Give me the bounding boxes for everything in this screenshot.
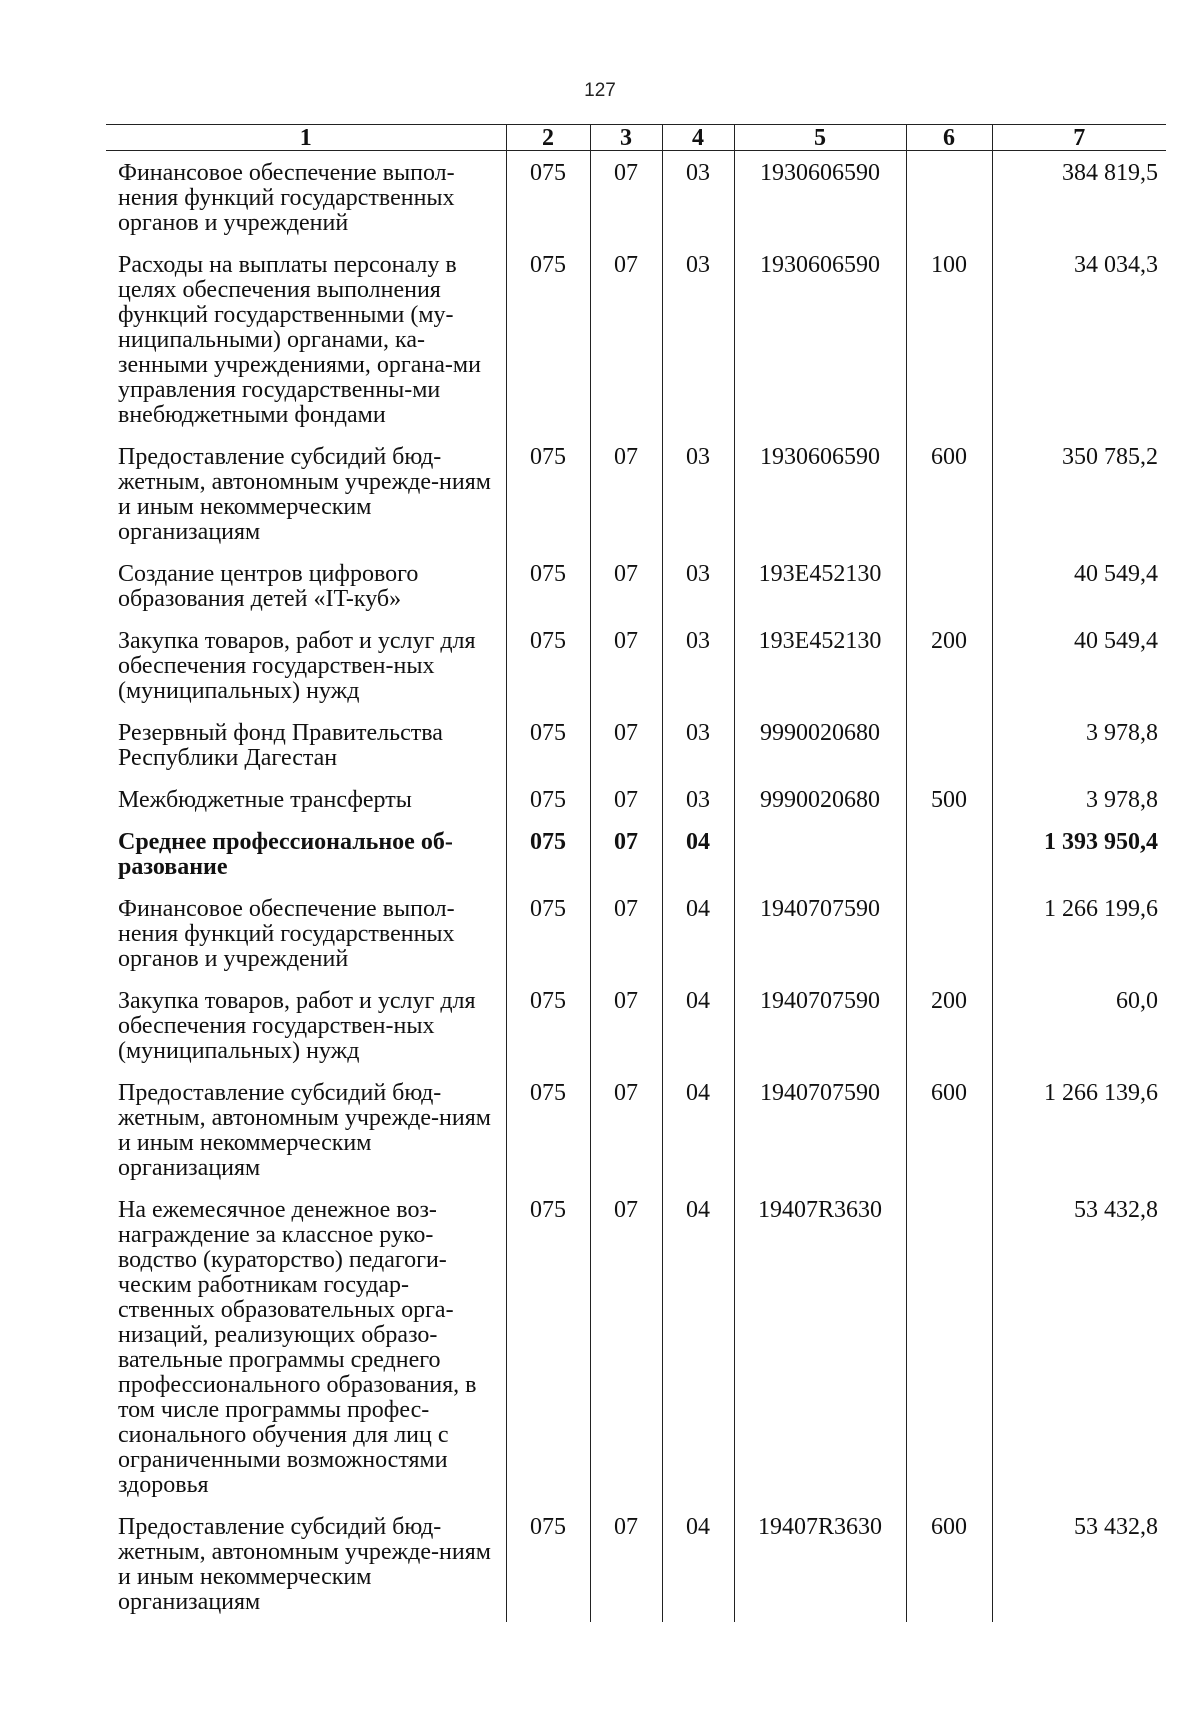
section-code: 07 xyxy=(590,778,662,820)
chapter-code: 075 xyxy=(506,435,590,552)
expense-type-code xyxy=(906,1188,992,1505)
expense-type-code: 200 xyxy=(906,619,992,711)
column-header-5: 5 xyxy=(734,125,906,151)
row-amount: 60,0 xyxy=(992,979,1166,1071)
subsection-code: 04 xyxy=(662,1071,734,1188)
section-code: 07 xyxy=(590,1071,662,1188)
table-row xyxy=(106,887,1166,979)
chapter-code: 075 xyxy=(506,151,590,244)
column-header-3: 3 xyxy=(590,125,662,151)
chapter-code: 075 xyxy=(506,243,590,435)
chapter-code: 075 xyxy=(506,820,590,887)
table-row xyxy=(106,619,1166,711)
column-header-7: 7 xyxy=(992,125,1166,151)
target-article-code: 1930606590 xyxy=(734,151,906,244)
section-code: 07 xyxy=(590,711,662,778)
row-amount: 1 393 950,4 xyxy=(992,820,1166,887)
subsection-code: 04 xyxy=(662,1505,734,1622)
subsection-code: 04 xyxy=(662,820,734,887)
row-amount: 40 549,4 xyxy=(992,552,1166,619)
chapter-code: 075 xyxy=(506,778,590,820)
section-code: 07 xyxy=(590,151,662,244)
header-row xyxy=(106,125,1166,151)
chapter-code: 075 xyxy=(506,1188,590,1505)
row-description: Межбюджетные трансферты xyxy=(118,787,412,813)
target-article-code: 1930606590 xyxy=(734,435,906,552)
section-code: 07 xyxy=(590,887,662,979)
subsection-code: 03 xyxy=(662,435,734,552)
row-description: Финансовое обеспечение выпол-нения функций государственных органов и учреждений xyxy=(118,896,455,972)
budget-table xyxy=(106,124,1166,1622)
page-number: 127 xyxy=(584,80,616,101)
row-description: Закупка товаров, работ и услуг для обеспечения государствен-ных (муниципальных) нужд xyxy=(118,628,476,704)
row-description: Резервный фонд Правительства Республики Дагестан xyxy=(118,720,443,771)
row-amount: 53 432,8 xyxy=(992,1188,1166,1505)
subsection-code: 03 xyxy=(662,619,734,711)
expense-type-code: 600 xyxy=(906,1505,992,1622)
row-amount: 53 432,8 xyxy=(992,1505,1166,1622)
row-description: Закупка товаров, работ и услуг для обеспечения государствен-ных (муниципальных) нужд xyxy=(118,988,476,1064)
target-article-code: 1930606590 xyxy=(734,243,906,435)
chapter-code: 075 xyxy=(506,1505,590,1622)
subsection-code: 03 xyxy=(662,778,734,820)
target-article-code: 9990020680 xyxy=(734,711,906,778)
target-article-code xyxy=(734,820,906,887)
row-description: Предоставление субсидий бюд-жетным, автономным учрежде-ниям и иным некоммерческим организациям xyxy=(118,1080,491,1181)
table-row xyxy=(106,711,1166,778)
expense-type-code xyxy=(906,820,992,887)
row-amount: 350 785,2 xyxy=(992,435,1166,552)
row-amount: 3 978,8 xyxy=(992,711,1166,778)
target-article-code: 1940707590 xyxy=(734,979,906,1071)
row-amount: 1 266 139,6 xyxy=(992,1071,1166,1188)
chapter-code: 075 xyxy=(506,1071,590,1188)
subsection-code: 04 xyxy=(662,979,734,1071)
table-row xyxy=(106,820,1166,887)
row-amount: 40 549,4 xyxy=(992,619,1166,711)
target-article-code: 9990020680 xyxy=(734,778,906,820)
table-row xyxy=(106,1071,1166,1188)
table-row xyxy=(106,1188,1166,1505)
subsection-code: 03 xyxy=(662,711,734,778)
subsection-code: 03 xyxy=(662,552,734,619)
target-article-code: 193E452130 xyxy=(734,619,906,711)
chapter-code: 075 xyxy=(506,887,590,979)
row-amount: 384 819,5 xyxy=(992,151,1166,244)
row-description: Финансовое обеспечение выпол-нения функций государственных органов и учреждений xyxy=(118,160,455,236)
target-article-code: 19407R3630 xyxy=(734,1188,906,1505)
section-code: 07 xyxy=(590,1505,662,1622)
section-code: 07 xyxy=(590,619,662,711)
table-row xyxy=(106,979,1166,1071)
subsection-code: 03 xyxy=(662,243,734,435)
expense-type-code xyxy=(906,711,992,778)
chapter-code: 075 xyxy=(506,979,590,1071)
row-description: Расходы на выплаты персоналу в целях обеспечения выполнения функций государственными (му-ниципальными) органами, ка-зенными учреждениями, органа-ми управления государственны-ми внебюджетными фондами xyxy=(118,252,481,428)
row-description: Предоставление субсидий бюд-жетным, автономным учрежде-ниям и иным некоммерческим организациям xyxy=(118,444,491,545)
chapter-code: 075 xyxy=(506,552,590,619)
section-code: 07 xyxy=(590,435,662,552)
row-amount: 34 034,3 xyxy=(992,243,1166,435)
target-article-code: 19407R3630 xyxy=(734,1505,906,1622)
target-article-code: 1940707590 xyxy=(734,887,906,979)
column-header-1: 1 xyxy=(106,125,506,151)
chapter-code: 075 xyxy=(506,711,590,778)
row-description: Среднее профессиональное об-разование xyxy=(118,829,453,880)
expense-type-code: 100 xyxy=(906,243,992,435)
column-header-2: 2 xyxy=(506,125,590,151)
expense-type-code: 600 xyxy=(906,435,992,552)
table-body xyxy=(106,151,1166,1623)
row-description: На ежемесячное денежное воз-награждение за классное руко-водство (кураторство) педагоги-ческим работникам государ-ственных образовательных орга-низаций, реализующих образо-вательные программы среднего профессионального образования, в том числе программы профес-сионального обучения для лиц с ограниченными возможностями здоровья xyxy=(118,1197,477,1498)
section-code: 07 xyxy=(590,820,662,887)
table-row xyxy=(106,243,1166,435)
table-row xyxy=(106,552,1166,619)
section-code: 07 xyxy=(590,979,662,1071)
column-header-6: 6 xyxy=(906,125,992,151)
section-code: 07 xyxy=(590,552,662,619)
column-header-4: 4 xyxy=(662,125,734,151)
expense-type-code xyxy=(906,887,992,979)
target-article-code: 193E452130 xyxy=(734,552,906,619)
table-row xyxy=(106,1505,1166,1622)
expense-type-code xyxy=(906,151,992,244)
row-amount: 3 978,8 xyxy=(992,778,1166,820)
expense-type-code: 500 xyxy=(906,778,992,820)
table-row xyxy=(106,435,1166,552)
expense-type-code xyxy=(906,552,992,619)
table-row xyxy=(106,778,1166,820)
section-code: 07 xyxy=(590,1188,662,1505)
row-amount: 1 266 199,6 xyxy=(992,887,1166,979)
chapter-code: 075 xyxy=(506,619,590,711)
subsection-code: 03 xyxy=(662,151,734,244)
section-code: 07 xyxy=(590,243,662,435)
subsection-code: 04 xyxy=(662,887,734,979)
expense-type-code: 600 xyxy=(906,1071,992,1188)
expense-type-code: 200 xyxy=(906,979,992,1071)
target-article-code: 1940707590 xyxy=(734,1071,906,1188)
row-description: Предоставление субсидий бюд-жетным, автономным учрежде-ниям и иным некоммерческим организациям xyxy=(118,1514,491,1615)
table-row xyxy=(106,151,1166,244)
subsection-code: 04 xyxy=(662,1188,734,1505)
row-description: Создание центров цифрового образования детей «IT-куб» xyxy=(118,561,419,612)
